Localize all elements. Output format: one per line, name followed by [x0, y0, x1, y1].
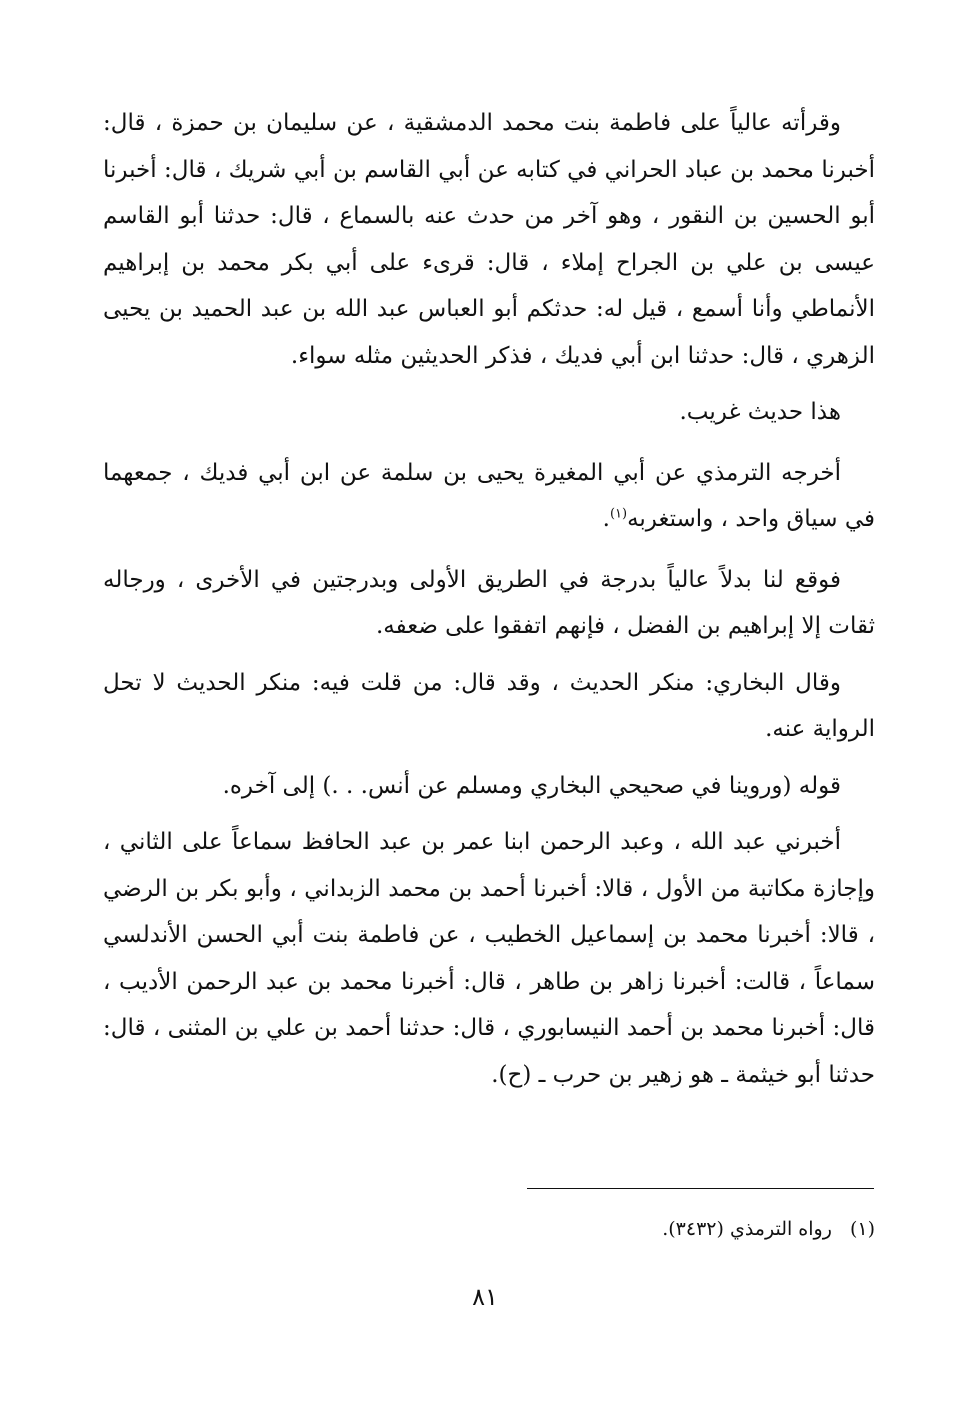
paragraph-hadith-gharib: هذا حديث غريب. — [679, 399, 841, 425]
footnote — [103, 1215, 875, 1243]
paragraph-isnad-2: أخبرني عبد الله ، وعبد الرحمن ابنا عمر بن عبد الحافظ سماعاً على الثاني ، وإجازة مكاتبة من الأول ، قالا: أخبرنا أحمد بن محمد الزبداني ، وأبو بكر بن الرضي ، قالا: أخبرنا محمد بن إسماعيل الخطيب ، عن فاطمة بنت أبي الحسن الأندلسي سماعاً ، قالت: أخبرنا زاهر بن طاهر ، قال: أخبرنا محمد بن عبد الرحمن الأديب ، قال: أخبرنا محمد بن أحمد النيسابوري ، قال: حدثنا أحمد بن علي بن المثنى ، قال: حدثنا أبو خيثمة ـ هو زهير بن حرب ـ (ح). — [103, 829, 876, 1088]
paragraph-bukhari: وقال البخاري: منكر الحديث ، وقد قال: من قلت فيه: منكر الحديث لا تحل الرواية عنه. — [103, 669, 875, 742]
paragraph-badal: فوقع لنا بدلاً عالياً بدرجة في الطريق الأولى وبدرجتين في الأخرى ، ورجاله ثقات إلا إبراهيم بن الفضل ، فإنهم اتفقوا على ضعفه. — [103, 566, 875, 639]
paragraph-tirmidhi-end: . — [602, 506, 610, 532]
paragraph-isnad-1: وقرأته عالياً على فاطمة بنت محمد الدمشقية ، عن سليمان بن حمزة ، قال: أخبرنا محمد بن عباد الحراني في كتابه عن أبي القاسم بن أبي شريك ، قال: أخبرنا أبو الحسين بن النقور ، وهو آخر من حدث عنه بالسماع ، قال: حدثنا أبو القاسم عيسى بن علي بن الجراح إملاء ، قال: قرىء على أبي بكر محمد بن إبراهيم الأنماطي وأنا أسمع ، قيل له: حدثكم أبو العباس عبد الله بن عبد الحميد بن يحيى الزهري ، قال: حدثنا ابن أبي فديك ، فذكر الحديثين مثله سواء. — [103, 110, 875, 369]
footnote-number: (١) — [849, 1218, 875, 1240]
main-text — [103, 100, 875, 1098]
footnote-reference: (١) — [609, 506, 628, 522]
paragraph-tirmidhi — [103, 450, 875, 543]
paragraph-tirmidhi-text: أخرجه الترمذي عن أبي المغيرة يحيى بن سلمة عن ابن أبي فديك ، جمعهما في سياق واحد ، واستغربه — [103, 459, 875, 532]
page-number: ٨١ — [472, 1283, 498, 1311]
footnote-text: رواه الترمذي (٣٤٣٢). — [662, 1218, 832, 1240]
paragraph-qawluhu: قوله (وروينا في صحيحي البخاري ومسلم عن أنس. . .) إلى آخره. — [222, 772, 841, 799]
footnote-separator — [527, 1188, 874, 1189]
